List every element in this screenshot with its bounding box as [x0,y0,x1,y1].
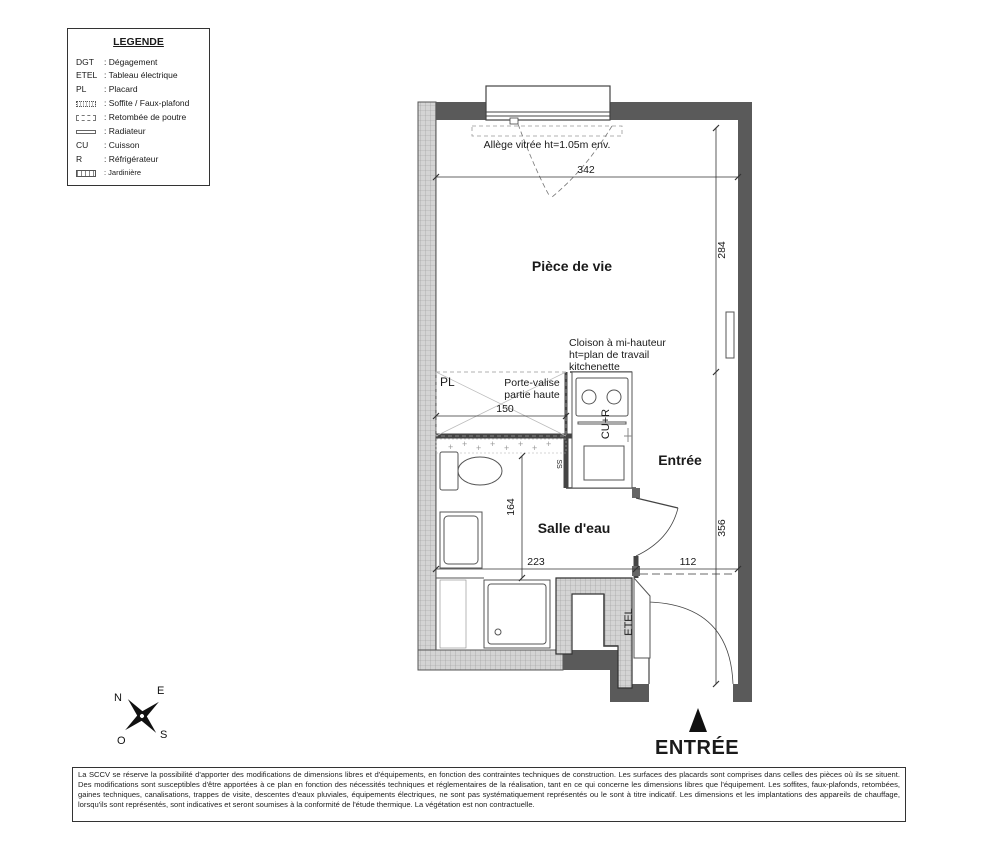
legend-item-radiateur: : Radiateur [76,126,146,136]
svg-text:+: + [448,442,454,452]
closet-label: PL [440,375,455,389]
svg-text:+: + [518,439,524,449]
wall-bottom-right [733,684,752,702]
svg-text:+: + [504,443,510,453]
legend-item-r: R: Réfrigérateur [76,154,158,164]
compass-o: O [117,735,126,747]
legend-item-cu: CU: Cuisson [76,140,139,150]
dim-width-entry: 112 [679,556,697,568]
window-swing-right [552,126,612,197]
room-label-living: Pièce de vie [531,258,613,274]
shower-tray [484,580,550,648]
svg-text:+: + [476,443,482,453]
wall-right [738,102,752,684]
dim-width-living: 342 [577,164,595,176]
dim-height-living: 284 [716,241,728,259]
bath-soffit [436,439,566,453]
bath-door-swing [636,508,678,556]
svg-text:+: + [462,439,468,449]
legend-item-etel: ETEL: Tableau électrique [76,70,178,80]
legend-item-jardiniere: : Jardinière [76,168,141,178]
svg-text:+: + [546,439,552,449]
wall-bottom-door-jamb [633,684,649,702]
legend-item-soffite: : Soffite / Faux-plafond [76,98,189,108]
window-swing-left [518,124,550,197]
compass-s: S [160,729,168,741]
bathroom-fixtures [436,452,550,648]
electrical-label: ETEL [623,608,635,636]
dim-height-bath: 164 [505,498,517,516]
toilet-bowl-icon [458,457,502,485]
window-sill-dashed [472,126,622,136]
legend-title: LEGENDE [113,36,164,48]
dim-height-entry: 356 [716,519,728,537]
wall-left [418,102,436,670]
compass-e: E [157,685,165,697]
luggage-note-line1: Porte-valise [504,377,560,389]
legend-item-dgt: DGT: Dégagement [76,57,157,67]
technical-duct [556,578,632,688]
bath-door-leaf [636,498,678,508]
entrance-arrow-icon [689,708,707,732]
entry-door-swing [649,602,733,684]
dim-width-bath: 223 [527,556,545,568]
compass-n: N [114,692,122,704]
svg-text:+: + [490,439,496,449]
kitchen-label: CU+R [600,408,612,440]
ss-label: SS [555,459,562,469]
wall-top-right [610,102,752,120]
electrical-panel [634,578,650,658]
room-label-entry: Entrée [658,452,702,468]
wall-bottom-left [418,650,563,670]
room-label-bathroom: Salle d'eau [537,520,611,536]
window-frame [486,86,610,120]
svg-text:+: + [532,443,538,453]
toilet-tank [440,452,458,490]
partition-note-line2: ht=plan de travail [569,349,650,361]
luggage-note-line2: partie haute [504,389,560,401]
dim-width-closet: 150 [496,403,514,415]
entrance-label: ENTRÉE [655,737,740,759]
window-sill-note: Allège vitrée ht=1.05m env. [483,139,611,151]
washbasin-cabinet [440,512,482,568]
partition-note-line3: kitchenette [569,361,620,373]
legend-item-retombee: : Retombée de poutre [76,112,186,122]
radiator [726,312,734,358]
partition-note-line1: Cloison à mi-hauteur [569,337,666,349]
disclaimer-text: La SCCV se réserve la possibilité d'apporter des modifications de dimensions libres et d'équipements, en fonction des contraintes techniques de construction. Les surfaces des placards sont comprises dans celles des pièces où ils se situent. Des modifications sont susceptibles d'être apportées à ce plan en fonction des nécessités techniques et réglementaires de la réalisation, tant en ce qui concerne les dimensions libres que l'équipement. Les soffites, faux-plafonds, retombées, gaines techniques, canalisations, trappes de visite, descentes d'eaux pluviales, équipements électriques, ne sont pas systématiquement représentés ou le sont à titre indicatif. Les dimensions et les implantations des appareils de chauffage, lorsqu'ils sont représentés, sont indicatives et seront soumises à la conformité de l'étude thermique. La végétation est non contractuelle. [72,767,906,822]
legend-item-pl: PL: Placard [76,84,138,94]
